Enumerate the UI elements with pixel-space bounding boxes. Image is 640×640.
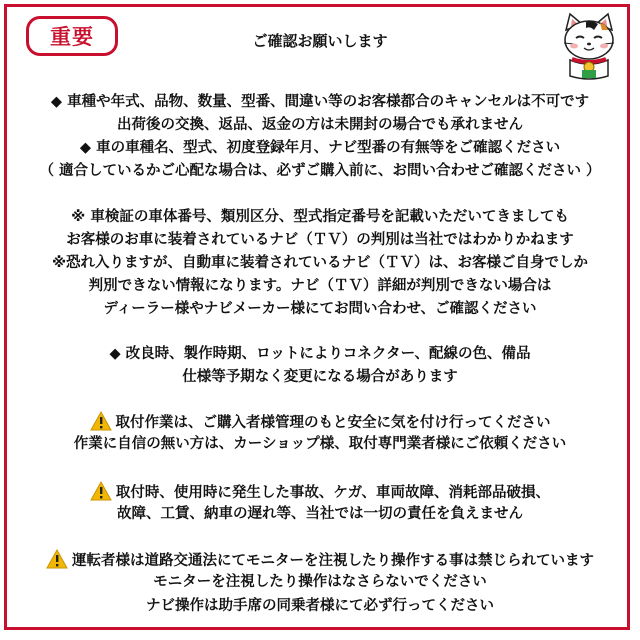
notice-line: お客様のお車に装着されているナビ（ＴＶ）の判別は当社ではわかりかねます: [66, 232, 574, 248]
notice-line: （ 適合しているかご心配な場合は、必ずご購入前に、お問い合わせご確認ください ）: [39, 163, 601, 179]
notice-line: 作業に自信の無い方は、カーショップ様、取付専門業者様にご依頼ください: [73, 436, 567, 452]
warning-text: 取付時、使用時に発生した事故、ケガ、車両故障、消耗部品破損、: [115, 485, 551, 501]
notice-line: ※ 車検証の車体番号、類別区分、型式指定番号を記載いただいてきましても: [71, 209, 569, 225]
notice-line: 故障、工賃、納車の遅れ等、当社では一切の責任を負えません: [117, 506, 523, 522]
notice-line: 出荷後の交換、返品、返金の方は未開封の場合でも承れません: [117, 117, 523, 133]
warning-line: [0, 549, 640, 570]
warning-text: 運転者様は道路交通法にてモニターを注視したり操作する事は禁じられています: [72, 553, 594, 569]
warning-triangle-icon: [90, 481, 112, 501]
notice-line: ◆ 改良時、製作時期、ロットによりコネクター、配線の色、備品: [109, 346, 531, 362]
warning-triangle-icon: [46, 549, 68, 569]
notice-line: モニターを注視したり操作はなさらないでください: [153, 574, 487, 590]
lucky-cat-icon: [556, 10, 622, 82]
notice-line: ◆ 車の車種名、型式、初度登録年月、ナビ型番の有無等をご確認ください: [79, 140, 561, 156]
page-title: ご確認お願いします: [252, 32, 388, 50]
notice-line: ※恐れ入りますが、自動車に装着されているナビ（ＴＶ）は、お客様ご自身でしか: [51, 255, 589, 271]
warning-line: [0, 411, 640, 432]
warning-text: 取付作業は、ご購入者様管理のもと安全に気を付け行ってください: [115, 415, 551, 431]
important-badge-label: 重要: [50, 25, 94, 49]
notice-line: ◆ 車種や年式、品物、数量、型番、間違い等のお客様都合のキャンセルは不可です: [50, 94, 590, 110]
notice-line: ディーラー様やナビメーカー様にてお問い合わせ、ご確認ください: [103, 301, 537, 317]
warning-line: [0, 481, 640, 502]
notice-line: ナビ操作は助手席の同乗者様にて必ず行ってください: [146, 598, 494, 614]
notice-line: 判別できない情報になります。ナビ（ＴＶ）詳細が判別できない場合は: [88, 278, 552, 294]
warning-triangle-icon: [90, 411, 112, 431]
notice-line: 仕様等予期なく変更になる場合があります: [182, 369, 458, 385]
